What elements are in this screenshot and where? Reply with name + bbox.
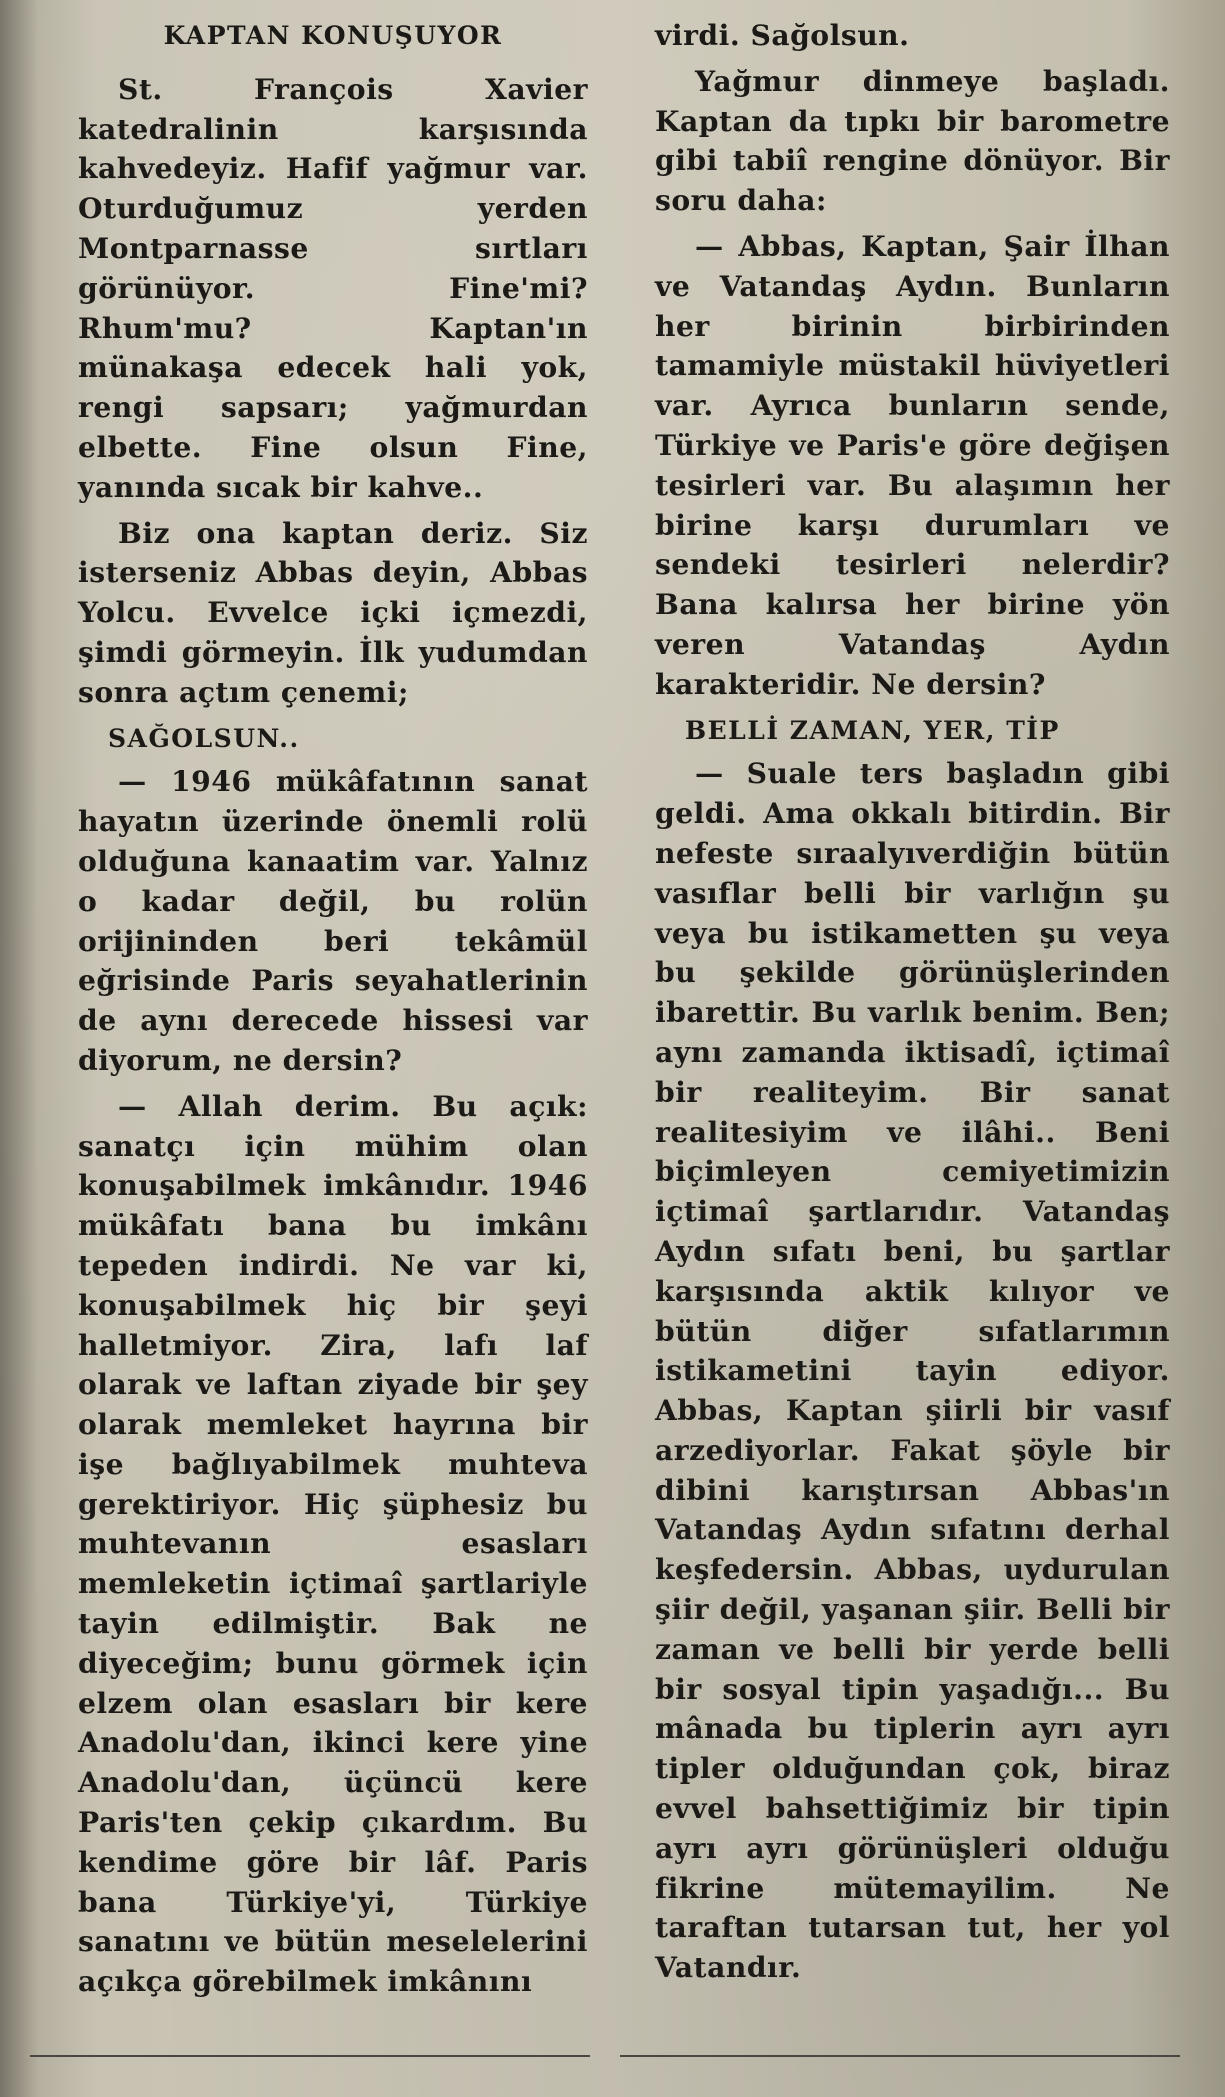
bottom-rule-right	[620, 2055, 1180, 2057]
bottom-rule-left	[30, 2055, 590, 2057]
paragraph: — Allah derim. Bu açık: sanatçı için mühim olan konuşabilmek imkânıdır. 1946 mükâfatı bana bu imkânı tepeden indirdi. Ne var ki, konuşabilmek hiç bir şeyi halletmiyor. Zira, lafı laf olarak ve laftan ziyade bir şey olarak memleket hayrına bir işe bağlıyabilmek muhteva gerektiriyor. Hiç şüphesiz bu muhtevanın esasları memleketin içtimaî şartlariyle tayin edilmiştir. Bak ne diyeceğim; bunu görmek için elzem olan esasları bir kere Anadolu'dan, ikinci kere yine Anadolu'dan, üçüncü kere Paris'ten çekip çıkardım. Bu kendime göre bir lâf. Paris bana Türkiye'yi, Türkiye sanatını ve bütün meselelerini açıkça görebilmek imkânını	[78, 1089, 588, 1999]
section-subheading: BELLİ ZAMAN, YER, TİP	[685, 715, 1060, 745]
paragraph: — 1946 mükâfatının sanat hayatın üzerinde önemli rolü olduğuna kanaatim var. Yalnız o kadar değil, bu rolün orijininden beri tekâmül eğrisinde Paris seyahatlerinin de aynı derecede hissesi var diyorum, ne dersin?	[78, 765, 588, 1077]
paragraph: Biz ona kaptan deriz. Siz isterseniz Abbas deyin, Abbas Yolcu. Evvelce içki içmezdi, şimdi görmeyin. İlk yudumdan sonra açtım çenemi;	[78, 516, 588, 709]
page-shadow-edge	[0, 0, 38, 2097]
paragraph: virdi. Sağolsun.	[655, 19, 910, 52]
right-column	[655, 16, 1170, 1994]
section-subheading: SAĞOLSUN..	[108, 723, 300, 753]
article-headline: KAPTAN KONUŞUYOR	[163, 21, 503, 50]
paragraph: Yağmur dinmeye başladı. Kaptan da tıpkı bir barometre gibi tabiî rengine dönüyor. Bir soru daha:	[655, 64, 1170, 218]
paragraph: — Suale ters başladın gibi geldi. Ama okkalı bitirdin. Bir nefeste sıraalyıverdiğin bütün vasıflar belli bir varlığın şu veya bu istikametten şu veya bu şekilde görünüşlerinden ibarettir. Bu varlık benim. Ben; aynı zamanda iktisadî, içtimaî bir realiteyim. Bir sanat realitesiyim ve ilâhi.. Beni biçimleyen cemiyetimizin içtimaî şartlarıdır. Vatandaş Aydın sıfatı beni, bu şartlar karşısında aktik kılıyor ve bütün diğer sıfatlarımın istikametini tayin ediyor. Abbas, Kaptan şiirli bir vasıf arzediyorlar. Fakat şöyle bir dibini karıştırsan Abbas'ın Vatandaş Aydın sıfatını derhal keşfedersin. Abbas, uydurulan şiir değil, yaşanan şiir. Belli bir zaman ve belli bir yerde belli bir sosyal tipin yaşadığı... Bu mânada bu tiplerin ayrı ayrı tipler olduğundan çok, biraz evvel bahsettiğimiz bir tipin ayrı ayrı görünüşleri olduğu fikrine mütemayilim. Ne taraftan tutarsan tut, her yol Vatandır.	[655, 757, 1170, 1985]
paragraph: — Abbas, Kaptan, Şair İlhan ve Vatandaş Aydın. Bunların her birinin birbirinden tamamiyle müstakil hüviyetleri var. Ayrıca bunların sende, Türkiye ve Paris'e göre değişen tesirleri var. Bu alaşımın her birine karşı durumları ve sendeki tesirleri nelerdir? Bana kalırsa her birine yön veren Vatandaş Aydın karakteridir. Ne dersin?	[655, 229, 1170, 701]
paragraph: St. François Xavier katedralinin karşısında kahvedeyiz. Hafif yağmur var. Oturduğumuz yerden Montparnasse sırtları görünüyor. Fine'mi? Rhum'mu? Kaptan'ın münakaşa edecek hali yok, rengi sapsarı; yağmurdan elbette. Fine olsun Fine, yanında sıcak bir kahve..	[78, 72, 588, 504]
left-column	[78, 16, 588, 2008]
